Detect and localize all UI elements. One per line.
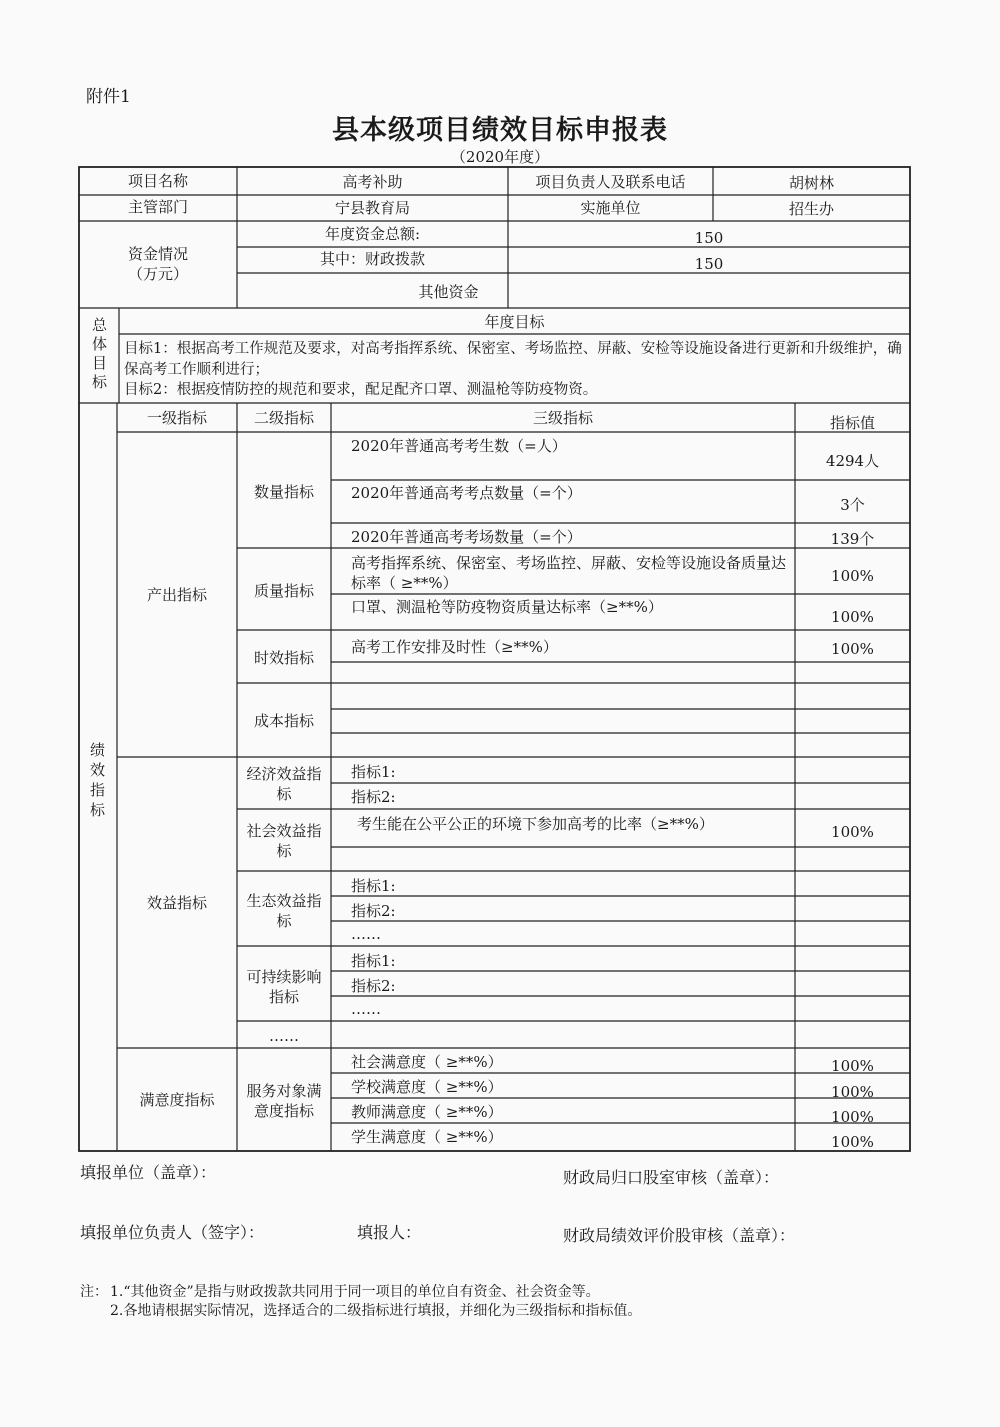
col-value-header: 指标值: [829, 414, 875, 432]
value-candidates: 4294人: [825, 452, 880, 470]
col-level2-header: 二级指标: [253, 409, 314, 427]
year-label: （2020年度）: [450, 148, 550, 166]
goal-header: 年度目标: [484, 313, 545, 331]
finance-perf-review-seal: 财政局绩效评价股审核（盖章）：: [563, 1226, 796, 1245]
funds-fiscal-value: 150: [694, 255, 724, 273]
quality-indicator-label: 质量指标: [253, 582, 314, 600]
value-exam-rooms: 139个: [830, 530, 875, 548]
timeliness-indicator-label: 时效指标: [253, 649, 314, 667]
indicator-social-satisfaction: 社会满意度（ ≥**%）: [351, 1053, 503, 1071]
funds-unit: （万元）: [127, 265, 188, 283]
project-name-label: 项目名称: [127, 172, 188, 190]
funds-total-label: 年度资金总额:: [324, 225, 421, 243]
sustainable-ellipsis: ……: [351, 1000, 381, 1018]
quantity-indicator-label: 数量指标: [253, 483, 314, 501]
impl-value: 招生办: [788, 200, 834, 218]
finance-dept-review-seal: 财政局归口股室审核（盖章）：: [563, 1168, 780, 1187]
ecological-benefit-label: 生态效益指标: [246, 892, 322, 930]
filler-signature: 填报人：: [357, 1223, 422, 1242]
col-level1-header: 一级指标: [146, 409, 207, 427]
indicator-fair-exam: 考生能在公平公正的环境下参加高考的比率（≥**%）: [357, 815, 714, 833]
ecological-ellipsis: ……: [351, 925, 381, 943]
indicator-exam-sites: 2020年普通高考考点数量（=个）: [351, 484, 582, 502]
value-exam-sites: 3个: [840, 496, 865, 514]
indicator-exam-rooms: 2020年普通高考考场数量（=个）: [351, 528, 582, 546]
indicator-teacher-satisfaction: 教师满意度（ ≥**%）: [351, 1103, 503, 1121]
sustainable-indicator-1: 指标1:: [351, 952, 396, 970]
social-benefit-label: 社会效益指标: [246, 822, 322, 860]
value-fair-exam: 100%: [831, 823, 874, 841]
unit-leader-signature: 填报单位负责人（签字）：: [80, 1223, 265, 1242]
project-leader-value: 胡树林: [788, 174, 834, 192]
sustainable-impact-label: 可持续影响指标: [246, 968, 322, 1006]
dept-label: 主管部门: [127, 198, 188, 216]
funds-total-value: 150: [694, 229, 724, 247]
value-timeliness: 100%: [831, 640, 874, 658]
economic-benefit-label: 经济效益指标: [246, 765, 322, 803]
satisfaction-indicator-label: 满意度指标: [139, 1091, 215, 1109]
value-supplies-quality: 100%: [831, 608, 874, 626]
indicator-timeliness: 高考工作安排及时性（≥**%）: [351, 638, 558, 656]
attachment-label: 附件1: [86, 87, 131, 107]
note-prefix: 注：: [80, 1284, 108, 1300]
value-equipment-quality: 100%: [831, 567, 874, 585]
cost-indicator-label: 成本指标: [253, 712, 314, 730]
ecological-indicator-2: 指标2:: [351, 902, 396, 920]
goal-text-2: 目标2：根据疫情防控的规范和要求，配足配齐口罩、测温枪等防疫物资。: [124, 382, 598, 398]
note-2: 2.各地请根据实际情况，选择适合的二级指标进行填报，并细化为三级指标和指标值。: [110, 1303, 642, 1319]
indicator-candidates: 2020年普通高考考生数（=人）: [351, 437, 567, 455]
indicator-supplies-quality: 口罩、测温枪等防疫物资质量达标率（≥**%）: [351, 598, 663, 616]
goal-text-1: 目标1：根据高考工作规范及要求，对高考指挥系统、保密室、考场监控、屏蔽、安检等设施设备进行更新和升级维护，确保高考工作顺利进行；: [124, 341, 902, 378]
goal-side-label: 总 体 目 标: [92, 316, 108, 391]
indicator-school-satisfaction: 学校满意度（ ≥**%）: [351, 1078, 503, 1096]
impl-label: 实施单位: [580, 199, 641, 217]
level2-ellipsis: ……: [269, 1027, 299, 1045]
value-social-satisfaction: 100%: [831, 1057, 874, 1075]
value-school-satisfaction: 100%: [831, 1083, 874, 1101]
project-name-value: 高考补助: [342, 173, 403, 191]
filling-unit-seal: 填报单位（盖章）：: [80, 1163, 217, 1182]
value-student-satisfaction: 100%: [831, 1133, 874, 1151]
funds-fiscal-label: 其中：财政拨款: [319, 250, 425, 268]
col-level3-header: 三级指标: [532, 409, 593, 427]
economic-indicator-1: 指标1:: [351, 763, 396, 781]
benefit-indicator-label: 效益指标: [146, 894, 207, 912]
ecological-indicator-1: 指标1:: [351, 877, 396, 895]
perf-side-label: 绩 效 指 标: [90, 741, 106, 819]
note-1: 1.“其他资金”是指与财政拨款共同用于同一项目的单位自有资金、社会资金等。: [110, 1284, 600, 1300]
funds-other-label: 其他资金: [418, 283, 479, 301]
value-teacher-satisfaction: 100%: [831, 1108, 874, 1126]
output-indicator-label: 产出指标: [146, 586, 207, 604]
page-title: 县本级项目绩效目标申报表: [332, 115, 668, 146]
economic-indicator-2: 指标2:: [351, 788, 396, 806]
indicator-student-satisfaction: 学生满意度（ ≥**%）: [351, 1128, 503, 1146]
project-leader-label: 项目负责人及联系电话: [535, 173, 686, 191]
dept-value: 宁县教育局: [334, 199, 410, 217]
sustainable-indicator-2: 指标2:: [351, 977, 396, 995]
indicator-equipment-quality: 高考指挥系统、保密室、考场监控、屏蔽、安检等设施设备质量达标率（ ≥**%）: [351, 554, 787, 592]
funds-label: 资金情况: [127, 245, 188, 263]
service-satisfaction-label: 服务对象满意度指标: [246, 1082, 322, 1120]
